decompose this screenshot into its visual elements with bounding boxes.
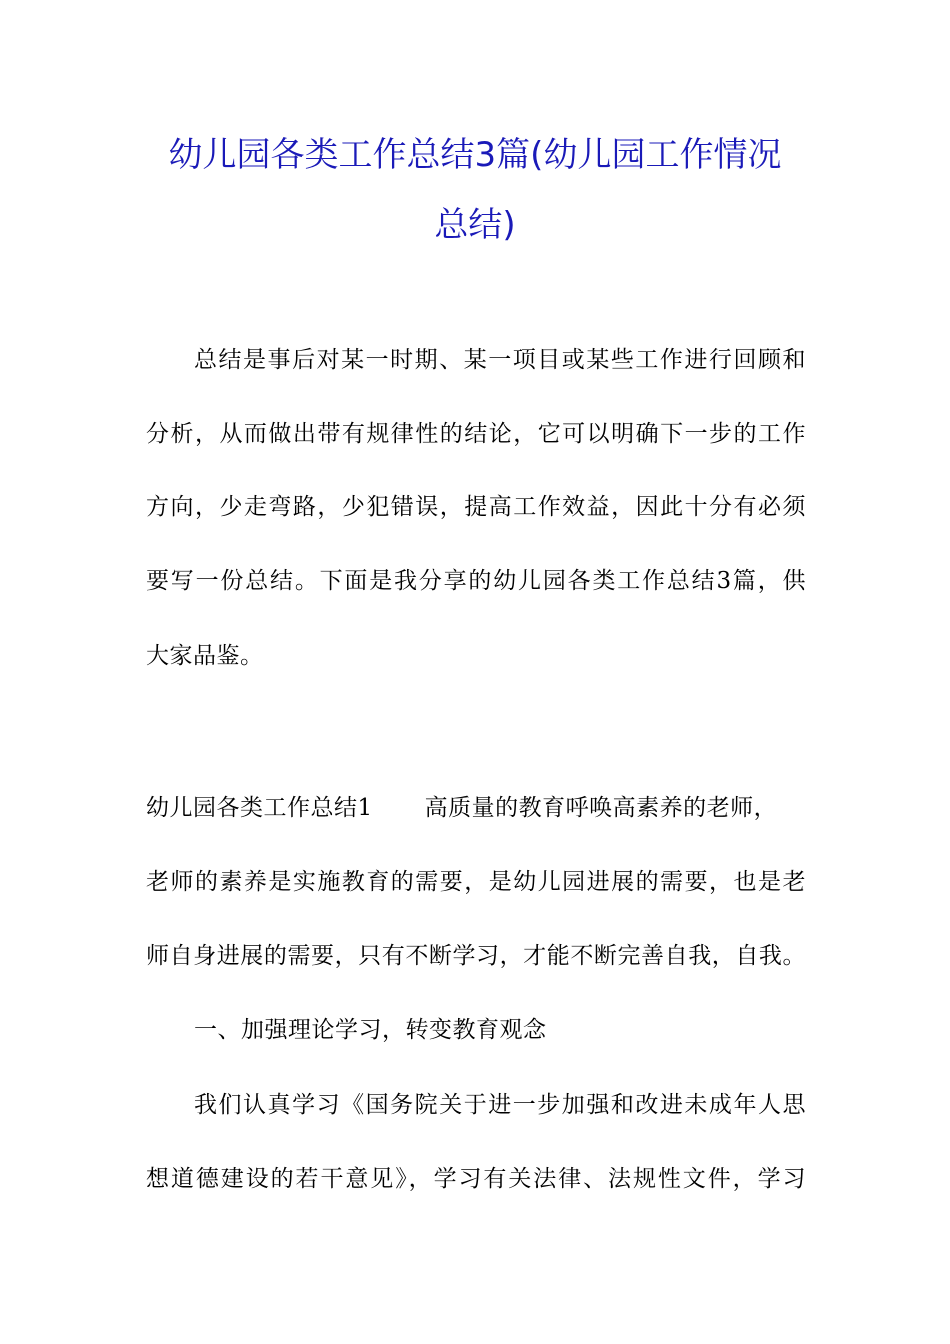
- document-title-line-1: 幼儿园各类工作总结3篇(幼儿园工作情况: [168, 135, 782, 175]
- paragraph-2-line-1: 我们认真学习《国务院关于进一步加强和改进未成年人思: [194, 1092, 806, 1118]
- section-1-heading: 幼儿园各类工作总结1: [146, 795, 373, 821]
- intro-line-5: 大家品鉴。: [146, 643, 264, 669]
- intro-line-2: 分析，从而做出带有规律性的结论，它可以明确下一步的工作: [146, 421, 806, 447]
- intro-line-1: 总结是事后对某一时期、某一项目或某些工作进行回顾和: [194, 347, 806, 373]
- intro-line-3: 方向，少走弯路，少犯错误，提高工作效益，因此十分有必须: [146, 494, 806, 520]
- intro-line-4: 要写一份总结。下面是我分享的幼儿园各类工作总结3篇，供: [146, 568, 806, 594]
- document-title-line-2: 总结): [434, 205, 516, 245]
- section-1-line-3: 师自身进展的需要，只有不断学习，才能不断完善自我，自我。: [146, 943, 806, 969]
- section-1-first-line: [146, 793, 806, 823]
- section-1-first-text: 高质量的教育呼唤高素养的老师，: [424, 795, 778, 821]
- paragraph-2-line-2: 想道德建设的若干意见》，学习有关法律、法规性文件，学习: [146, 1166, 806, 1192]
- section-1-line-2: 老师的素养是实施教育的需要，是幼儿园进展的需要，也是老: [146, 869, 806, 895]
- subheading-1: 一、加强理论学习，转变教育观念: [194, 1017, 547, 1043]
